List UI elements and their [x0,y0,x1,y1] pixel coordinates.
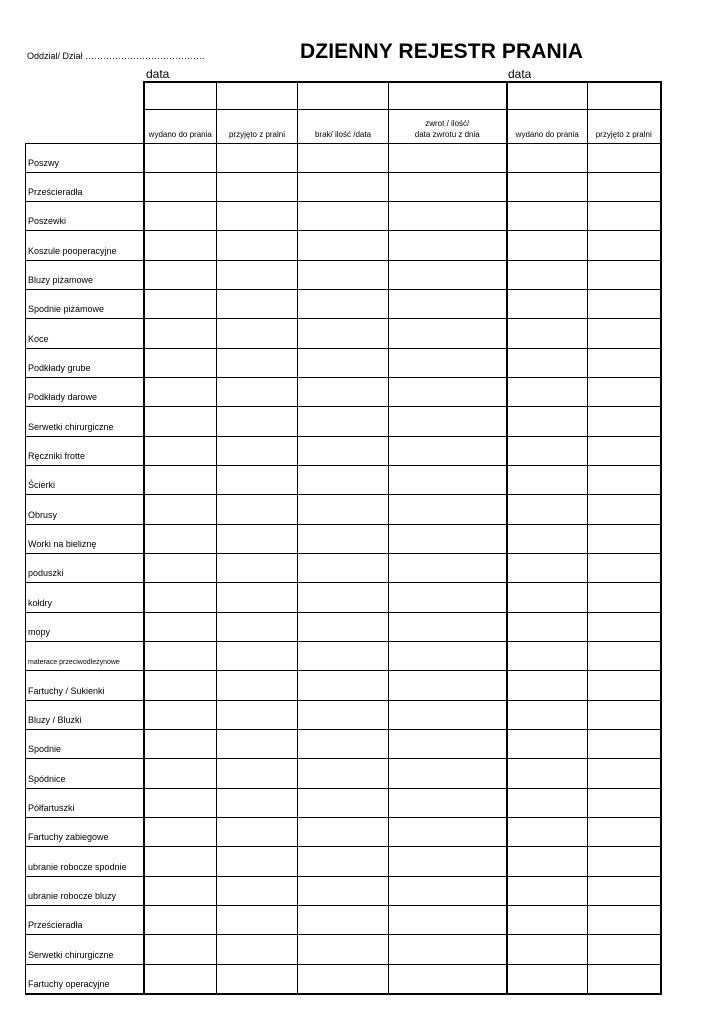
entry-cell[interactable] [144,730,217,759]
entry-cell[interactable] [144,788,217,817]
item-label: Półfartuszki [26,788,144,817]
item-label: Podkłady darowe [26,378,144,407]
table-row [26,700,661,729]
entry-cell[interactable] [588,466,661,495]
entry-cell[interactable] [389,202,507,231]
item-label: Poszewki [26,202,144,231]
date-cell[interactable] [217,82,298,109]
entry-cell[interactable] [298,847,389,876]
entry-cell[interactable] [298,378,389,407]
entry-cell[interactable] [144,700,217,729]
entry-cell[interactable] [588,172,661,201]
entry-cell[interactable] [217,554,298,583]
entry-cell[interactable] [298,172,389,201]
entry-cell[interactable] [144,290,217,319]
entry-cell[interactable] [389,759,507,788]
entry-cell[interactable] [217,759,298,788]
table-row [26,466,661,495]
entry-cell[interactable] [389,906,507,935]
entry-cell[interactable] [298,260,389,289]
entry-cell[interactable] [298,231,389,260]
entry-cell[interactable] [507,876,588,905]
entry-cell[interactable] [389,642,507,671]
entry-cell[interactable] [588,700,661,729]
column-header-issued: wydano do prania [144,109,217,143]
entry-cell[interactable] [507,202,588,231]
date-cell[interactable] [144,82,217,109]
entry-cell[interactable] [588,348,661,377]
entry-cell[interactable] [588,583,661,612]
table-row [26,319,661,348]
table-row [26,231,661,260]
entry-cell[interactable] [144,964,217,993]
entry-cell[interactable] [217,524,298,553]
entry-cell[interactable] [217,466,298,495]
entry-cell[interactable] [298,788,389,817]
entry-cell[interactable] [507,935,588,964]
entry-cell[interactable] [144,495,217,524]
entry-cell[interactable] [507,524,588,553]
entry-cell[interactable] [389,407,507,436]
entry-cell[interactable] [217,935,298,964]
entry-cell[interactable] [298,495,389,524]
entry-cell[interactable] [507,348,588,377]
item-label: Fartuchy operacyjne [26,964,144,993]
entry-cell[interactable] [588,935,661,964]
entry-cell[interactable] [298,671,389,700]
item-label: Serwetki chirurgiczne [26,935,144,964]
entry-cell[interactable] [144,906,217,935]
column-header-row [26,109,661,143]
entry-cell[interactable] [144,466,217,495]
table-row [26,612,661,641]
item-label: Bluzy / Bluzki [26,700,144,729]
entry-cell[interactable] [389,319,507,348]
entry-cell[interactable] [144,407,217,436]
entry-cell[interactable] [588,554,661,583]
entry-cell[interactable] [507,612,588,641]
column-header-return [389,109,507,143]
entry-cell[interactable] [588,436,661,465]
entry-cell[interactable] [389,612,507,641]
department-field-label: Oddzial/ Dział …………………………………. [27,51,205,61]
date-cell[interactable] [507,82,588,109]
table-row [26,495,661,524]
entry-cell[interactable] [144,671,217,700]
column-header-missing: brak/ ilość /data [298,109,389,143]
column-header-received: przyjęto z pralni [217,109,298,143]
entry-cell[interactable] [298,818,389,847]
entry-cell[interactable] [144,847,217,876]
entry-cell[interactable] [144,143,217,172]
entry-cell[interactable] [144,436,217,465]
item-label: Fartuchy / Sukienki [26,671,144,700]
item-label: Podkłady grube [26,348,144,377]
entry-cell[interactable] [389,231,507,260]
entry-cell[interactable] [144,348,217,377]
table-row [26,524,661,553]
item-label: kołdry [26,583,144,612]
entry-cell[interactable] [389,964,507,993]
entry-cell[interactable] [507,407,588,436]
entry-cell[interactable] [217,612,298,641]
table-row [26,818,661,847]
entry-cell[interactable] [298,906,389,935]
item-label: Koszule pooperacyjne [26,231,144,260]
entry-cell[interactable] [217,583,298,612]
table-row [26,290,661,319]
column-header-return-line1: zwrot / ilość/ [425,118,470,128]
entry-cell[interactable] [389,935,507,964]
entry-cell[interactable] [217,700,298,729]
entry-cell[interactable] [298,759,389,788]
entry-cell[interactable] [389,788,507,817]
entry-cell[interactable] [389,524,507,553]
entry-cell[interactable] [144,759,217,788]
entry-cell[interactable] [298,202,389,231]
item-label: Ścierki [26,466,144,495]
entry-cell[interactable] [507,554,588,583]
entry-cell[interactable] [144,876,217,905]
entry-cell[interactable] [507,495,588,524]
entry-cell[interactable] [217,671,298,700]
entry-cell[interactable] [144,935,217,964]
entry-cell[interactable] [588,788,661,817]
date-label-left: data [146,67,170,81]
entry-cell[interactable] [389,876,507,905]
entry-cell[interactable] [298,964,389,993]
table-row [26,436,661,465]
entry-cell[interactable] [507,172,588,201]
entry-cell[interactable] [588,642,661,671]
item-label: Prześcieradła [26,906,144,935]
entry-cell[interactable] [507,290,588,319]
table-row [26,172,661,201]
entry-cell[interactable] [144,172,217,201]
item-label: Obrusy [26,495,144,524]
entry-cell[interactable] [144,818,217,847]
entry-cell[interactable] [507,964,588,993]
table-row [26,964,661,993]
entry-cell[interactable] [144,642,217,671]
table-row [26,202,661,231]
date-entry-row [26,82,661,109]
entry-cell[interactable] [298,700,389,729]
table-row [26,906,661,935]
entry-cell[interactable] [507,847,588,876]
entry-cell[interactable] [588,906,661,935]
item-label: Spodnie [26,730,144,759]
column-header-issued-2: wydano do prania [507,109,588,143]
entry-cell[interactable] [298,290,389,319]
entry-cell[interactable] [217,260,298,289]
entry-cell[interactable] [217,730,298,759]
table-row [26,407,661,436]
entry-cell[interactable] [389,143,507,172]
date-cell[interactable] [389,82,507,109]
entry-cell[interactable] [217,319,298,348]
date-label-right: data [508,67,532,81]
entry-cell[interactable] [507,818,588,847]
table-row [26,642,661,671]
entry-cell[interactable] [298,319,389,348]
entry-cell[interactable] [144,554,217,583]
entry-cell[interactable] [298,612,389,641]
entry-cell[interactable] [507,143,588,172]
entry-cell[interactable] [507,260,588,289]
entry-cell[interactable] [217,436,298,465]
entry-cell[interactable] [298,524,389,553]
entry-cell[interactable] [389,466,507,495]
entry-cell[interactable] [507,642,588,671]
entry-cell[interactable] [217,143,298,172]
entry-cell[interactable] [588,231,661,260]
entry-cell[interactable] [144,231,217,260]
entry-cell[interactable] [217,818,298,847]
entry-cell[interactable] [298,407,389,436]
entry-cell[interactable] [588,202,661,231]
entry-cell[interactable] [588,407,661,436]
item-label: Bluzy piżamowe [26,260,144,289]
entry-cell[interactable] [217,348,298,377]
entry-cell[interactable] [389,495,507,524]
entry-cell[interactable] [217,202,298,231]
table-row [26,788,661,817]
entry-cell[interactable] [507,906,588,935]
entry-cell[interactable] [389,554,507,583]
laundry-register-table [25,81,662,995]
entry-cell[interactable] [507,231,588,260]
table-row [26,260,661,289]
entry-cell[interactable] [298,348,389,377]
entry-cell[interactable] [298,436,389,465]
item-label: Spodnie piżamowe [26,290,144,319]
table-row [26,143,661,172]
entry-cell[interactable] [217,495,298,524]
entry-cell[interactable] [144,524,217,553]
item-label: Koce [26,319,144,348]
entry-cell[interactable] [217,964,298,993]
entry-cell[interactable] [507,466,588,495]
entry-cell[interactable] [217,847,298,876]
entry-cell[interactable] [389,290,507,319]
entry-cell[interactable] [217,290,298,319]
entry-cell[interactable] [144,319,217,348]
entry-cell[interactable] [298,935,389,964]
table-row [26,554,661,583]
entry-cell[interactable] [389,378,507,407]
entry-cell[interactable] [507,671,588,700]
entry-cell[interactable] [217,407,298,436]
entry-cell[interactable] [217,231,298,260]
entry-cell[interactable] [217,172,298,201]
entry-cell[interactable] [389,260,507,289]
entry-cell[interactable] [144,583,217,612]
date-cell[interactable] [298,82,389,109]
entry-cell[interactable] [389,730,507,759]
entry-cell[interactable] [389,671,507,700]
entry-cell[interactable] [588,818,661,847]
table-row [26,847,661,876]
entry-cell[interactable] [144,202,217,231]
entry-cell[interactable] [588,143,661,172]
entry-cell[interactable] [298,554,389,583]
entry-cell[interactable] [217,906,298,935]
item-label: ubranie robocze spodnie [26,847,144,876]
item-label: ubranie robocze bluzy [26,876,144,905]
entry-cell[interactable] [588,290,661,319]
entry-cell[interactable] [588,876,661,905]
table-row [26,876,661,905]
item-label: mopy [26,612,144,641]
table-row [26,583,661,612]
entry-cell[interactable] [507,759,588,788]
column-header-return-line2: data zwrotu z dnia [414,129,480,139]
page-title: DZIENNY REJESTR PRANIA [300,40,584,63]
column-header-received-2: przyjęto z pralni [588,109,661,143]
entry-cell[interactable] [298,730,389,759]
entry-cell[interactable] [588,847,661,876]
item-label: Worki na bieliznę [26,524,144,553]
entry-cell[interactable] [507,700,588,729]
entry-cell[interactable] [588,964,661,993]
table-row [26,935,661,964]
entry-cell[interactable] [389,172,507,201]
entry-cell[interactable] [588,612,661,641]
entry-cell[interactable] [298,642,389,671]
entry-cell[interactable] [588,759,661,788]
date-cell[interactable] [588,82,661,109]
entry-cell[interactable] [588,319,661,348]
entry-cell[interactable] [507,788,588,817]
item-label: poduszki [26,554,144,583]
entry-cell[interactable] [588,495,661,524]
entry-cell[interactable] [298,876,389,905]
entry-cell[interactable] [507,319,588,348]
entry-cell[interactable] [217,378,298,407]
entry-cell[interactable] [144,378,217,407]
entry-cell[interactable] [217,642,298,671]
entry-cell[interactable] [588,671,661,700]
entry-cell[interactable] [217,876,298,905]
entry-cell[interactable] [389,700,507,729]
entry-cell[interactable] [588,524,661,553]
entry-cell[interactable] [389,348,507,377]
item-label: materace przeciwodleżynowe [26,642,144,671]
empty-corner-cell [26,82,144,109]
entry-cell[interactable] [588,730,661,759]
entry-cell[interactable] [507,583,588,612]
item-label: Fartuchy zabiegowe [26,818,144,847]
entry-cell[interactable] [507,378,588,407]
item-label: Poszwy [26,143,144,172]
table-row [26,759,661,788]
entry-cell[interactable] [144,612,217,641]
table-row [26,348,661,377]
item-header-blank [26,109,144,143]
item-label: Ręczniki frotte [26,436,144,465]
table-row [26,671,661,700]
item-label: Prześcieradła [26,172,144,201]
entry-cell[interactable] [507,436,588,465]
entry-cell[interactable] [298,583,389,612]
entry-cell[interactable] [507,730,588,759]
table-row [26,730,661,759]
entry-cell[interactable] [588,260,661,289]
entry-cell[interactable] [588,378,661,407]
entry-cell[interactable] [389,583,507,612]
entry-cell[interactable] [298,466,389,495]
entry-cell[interactable] [144,260,217,289]
entry-cell[interactable] [389,818,507,847]
entry-cell[interactable] [217,788,298,817]
entry-cell[interactable] [389,847,507,876]
item-label: Spódnice [26,759,144,788]
entry-cell[interactable] [389,436,507,465]
table-row [26,378,661,407]
item-label: Serwetki chirurgiczne [26,407,144,436]
entry-cell[interactable] [298,143,389,172]
